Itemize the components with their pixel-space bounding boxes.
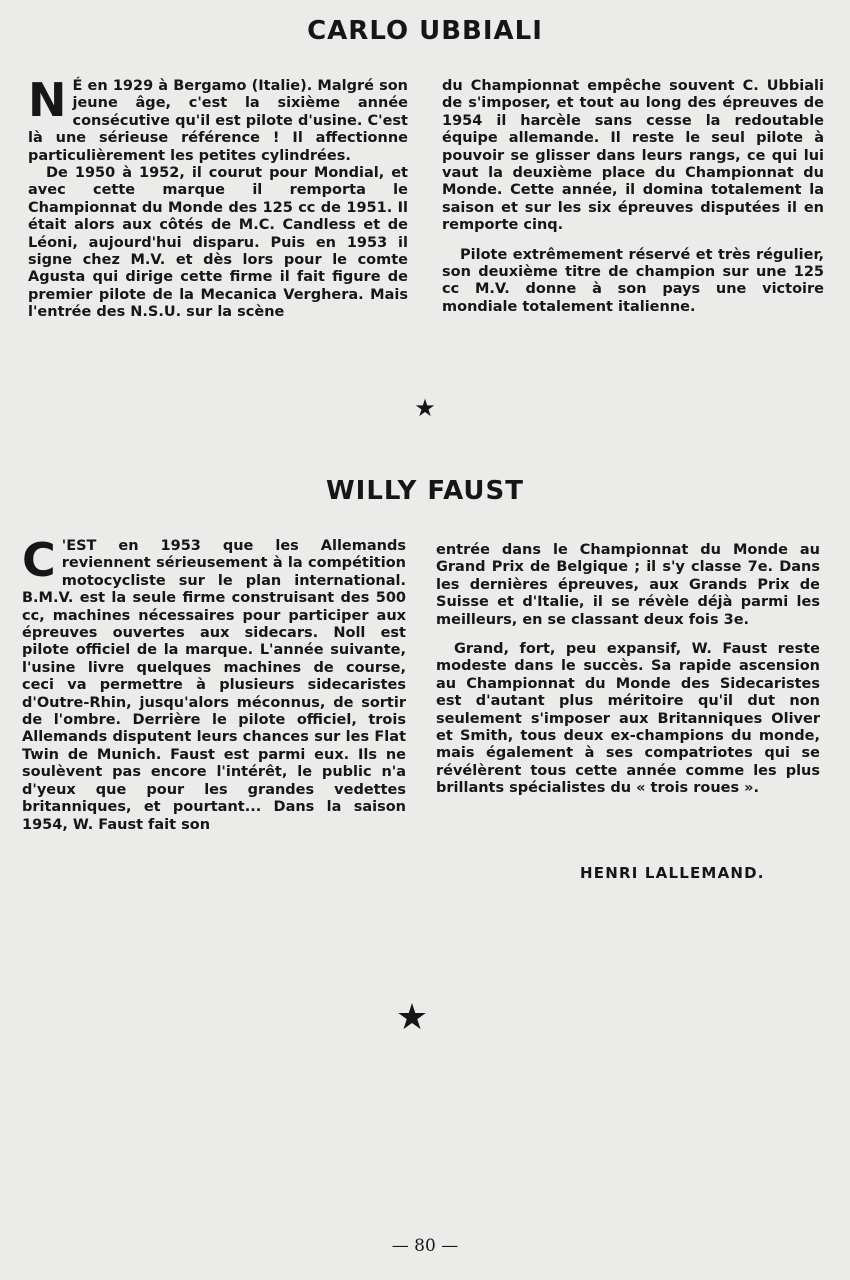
article-ubbiali-paragraph-4: Pilote extrêmement réservé et très régulier, son deuxième titre de champion sur une 125 cc M.V. donne à son pays une victoire mondiale totalement italienne. <box>442 246 824 315</box>
article-faust-right-column <box>436 542 820 798</box>
article-faust-paragraph-2: entrée dans le Championnat du Monde au Grand Prix de Belgique ; il s'y classe 7e. Dans les dernières épreuves, aux Grands Prix de Suisse et d'Italie, il se révèle déjà parmi les meilleurs, en se classant deux fois 3e. <box>436 542 820 628</box>
author-signature: HENRI LALLEMAND. <box>580 864 765 882</box>
article-ubbiali-left-column <box>28 73 408 322</box>
page-number: — 80 — <box>391 1236 459 1256</box>
star-end-icon: ★ <box>395 997 429 1038</box>
article-ubbiali-paragraph-1 <box>28 73 408 165</box>
dropcap-c: C <box>22 533 56 587</box>
star-separator-icon: ★ <box>414 394 436 422</box>
article-ubbiali-paragraph-3: du Championnat empêche souvent C. Ubbiali de s'imposer, et tout au long des épreuves de 1954 il harcèle sans cesse la redoutable équipe allemande. Il reste le seul pilote à pouvoir se glisser dans leurs rangs, ce qui lui vaut la deuxième place du Championnat du Monde. Cette année, il domina totalement la saison et sur les six épreuves disputées il en remporte cinq. <box>442 78 824 234</box>
article-title-ubbiali: CARLO UBBIALI <box>307 16 543 46</box>
article-ubbiali-paragraph-2: De 1950 à 1952, il courut pour Mondial, et avec cette marque il remporta le Championnat du Monde des 125 cc de 1951. Il était alors aux côtés de M.C. Candless et de Léoni, aujourd'hui disparu. Puis en 1953 il signe chez M.V. et dès lors pour le comte Agusta qui dirige cette firme il fait figure de premier pilote de la Mecanica Verghera. Mais l'entrée des N.S.U. sur la scène <box>28 165 408 321</box>
article-faust-paragraph-1 <box>22 533 406 834</box>
article-title-faust: WILLY FAUST <box>326 476 524 506</box>
paragraph-text: 'EST en 1953 que les Allemands reviennent sérieusement à la compétition motocycliste sur le plan international. B.M.V. est la seule firme construisant des 500 cc, machines nécessaires pour participer aux épreuves ouvertes aux sidecars. Noll est pilote officiel de la marque. L'année suivante, l'usine livre quelques machines de course, ceci va permettre à plusieurs sidecaristes d'Outre-Rhin, jusqu'alors méconnus, de sortir de l'ombre. Derrière le pilote officiel, trois Allemands disputent leurs chances sur les Flat Twin de Munich. Faust est parmi eux. Ils ne soulèvent pas encore l'intérêt, le public n'a d'yeux que pour les grandes vedettes britanniques, et pourtant... Dans la saison 1954, W. Faust fait son <box>22 538 406 833</box>
article-ubbiali-right-column <box>442 78 824 316</box>
article-faust-paragraph-3: Grand, fort, peu expansif, W. Faust reste modeste dans le succès. Sa rapide ascension au Championnat du Monde des Sidecaristes est d'autant plus méritoire qu'il dut non seulement s'imposer aux Britanniques Oliver et Smith, tous deux ex-champions du monde, mais également à ses compatriotes qui se révélèrent tous cette année comme les plus brillants spécialistes du « trois roues ». <box>436 641 820 797</box>
article-faust-left-column <box>22 533 406 834</box>
paragraph-text: É en 1929 à Bergamo (Italie). Malgré son jeune âge, c'est la sixième année consécutive qu'il est pilote d'usine. C'est là une sérieuse référence ! Il affectionne particulièrement les petites cylindrées. <box>28 78 408 164</box>
dropcap-n: N <box>28 73 67 127</box>
